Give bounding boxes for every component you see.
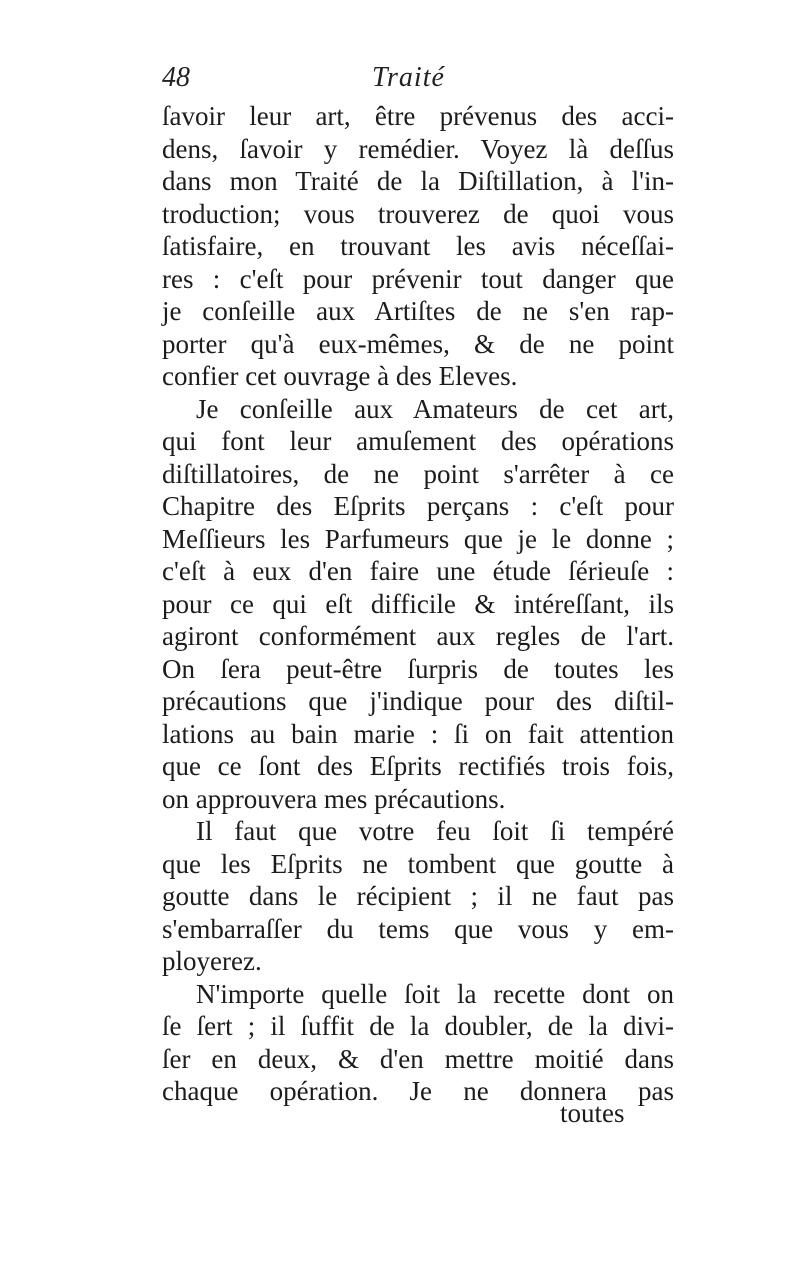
paragraph-first-line: N'importe quelle ſoit la recette dont on bbox=[196, 978, 674, 1009]
page-number: 48 bbox=[162, 62, 190, 93]
text-line: ployerez. bbox=[162, 946, 262, 976]
text-line: troduction; vous trouverez de quoi vous bbox=[162, 198, 674, 229]
text-line: Chapitre des Eſprits perçans : c'eſt pour bbox=[162, 491, 674, 521]
text-line: dens, ſavoir y remédier. Voyez là deſſus bbox=[162, 133, 674, 164]
text-line: diſtillatoires, de ne point s'arrêter à ce bbox=[162, 458, 674, 489]
text-line: res : c'eſt pour prévenir tout danger que bbox=[162, 263, 674, 294]
catchword: toutes bbox=[560, 1098, 625, 1128]
text-line: ſavoir leur art, être prévenus des acci- bbox=[162, 101, 674, 131]
text-line: ſer en deux, & d'en mettre moitié dans bbox=[162, 1043, 674, 1074]
text-line: précautions que j'indique pour des diſtil- bbox=[162, 686, 674, 716]
text-line: chaque opération. Je ne donnera pas bbox=[162, 1076, 674, 1106]
paragraph-first-line: Il faut que votre feu ſoit ſi tempéré bbox=[196, 816, 674, 846]
text-line: ſatisfaire, en trouvant les avis néceſſai- bbox=[162, 231, 674, 261]
running-head: Traité bbox=[372, 62, 445, 93]
text-line: s'embarraſſer du tems que vous y em- bbox=[162, 913, 674, 944]
text-line: je conſeille aux Artiſtes de ne s'en rap- bbox=[162, 296, 674, 326]
text-line: dans mon Traité de la Diſtillation, à l'in- bbox=[162, 166, 674, 196]
text-line: porter qu'à eux-mêmes, & de ne point bbox=[162, 328, 674, 359]
text-line: Meſſieurs les Parfumeurs que je le donne ; bbox=[162, 523, 674, 554]
page-header bbox=[162, 62, 672, 102]
text-line: agiront conformément aux regles de l'art. bbox=[162, 621, 674, 651]
text-line: que les Eſprits ne tombent que goutte à bbox=[162, 848, 674, 879]
text-line: lations au bain marie : ſi on fait attention bbox=[162, 718, 674, 749]
body-text bbox=[162, 100, 674, 1108]
text-line: goutte dans le récipient ; il ne faut pas bbox=[162, 881, 674, 911]
paragraph-first-line: Je conſeille aux Amateurs de cet art, bbox=[196, 393, 674, 424]
text-line: on approuvera mes précautions. bbox=[162, 783, 506, 814]
text-line: On ſera peut-être ſurpris de toutes les bbox=[162, 653, 674, 684]
text-line: confier cet ouvrage à des Eleves. bbox=[162, 361, 518, 391]
text-line: c'eſt à eux d'en faire une étude ſérieuſe : bbox=[162, 556, 674, 586]
text-line: pour ce qui eſt difficile & intéreſſant, ils bbox=[162, 588, 674, 619]
text-line: qui font leur amuſement des opérations bbox=[162, 426, 674, 456]
text-line: ſe ſert ; il ſuffit de la doubler, de la divi- bbox=[162, 1011, 674, 1041]
text-line: que ce ſont des Eſprits rectifiés trois fois, bbox=[162, 751, 674, 781]
